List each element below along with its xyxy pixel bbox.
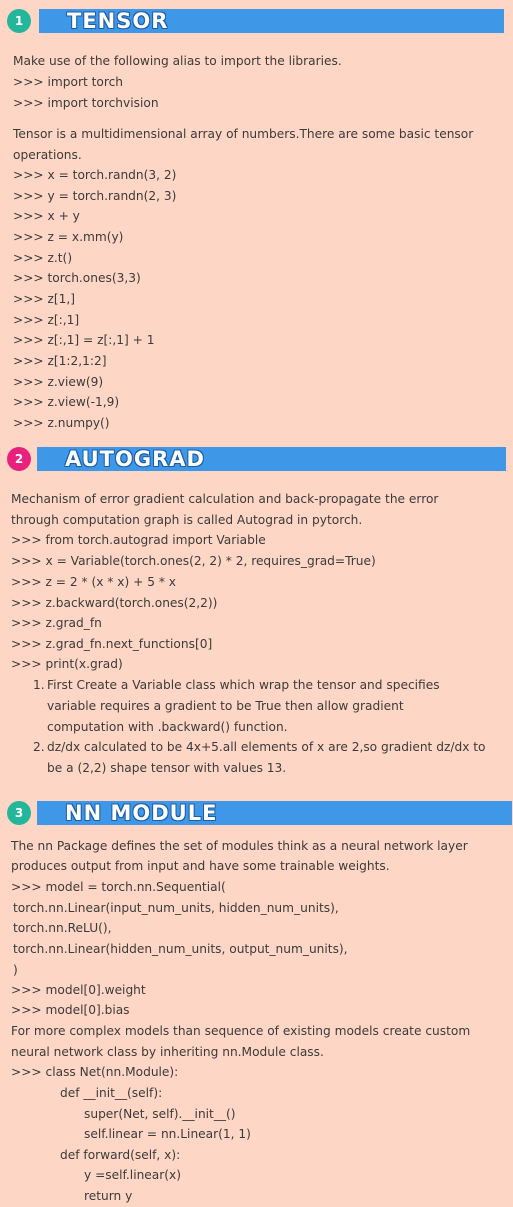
text-line: torch.nn.ReLU(),	[13, 921, 112, 935]
text-line: >>> x = Variable(torch.ones(2, 2) * 2, requires_grad=True)	[11, 554, 376, 568]
text-line: return y	[84, 1189, 133, 1203]
text-line: super(Net, self).__init__()	[84, 1107, 236, 1121]
section-title: AUTOGRAD	[37, 447, 506, 471]
text-line: >>> import torchvision	[13, 96, 159, 110]
text-line: >>> z[:,1]	[13, 313, 80, 327]
text-line: self.linear = nn.Linear(1, 1)	[84, 1127, 251, 1141]
text-line: >>> z = 2 * (x * x) + 5 * x	[11, 575, 177, 589]
list-item-number: 2.	[33, 740, 45, 754]
text-line: >>> z[1:2,1:2]	[13, 354, 107, 368]
text-line: >>> z.numpy()	[13, 416, 110, 430]
text-line: >>> torch.ones(3,3)	[13, 271, 141, 285]
text-line: produces output from input and have some trainable weights.	[11, 859, 390, 873]
text-line: Tensor is a multidimensional array of numbers.There are some basic tensor	[13, 127, 474, 141]
list-item-number: 1.	[33, 678, 45, 692]
text-line: >>> z.grad_fn.next_functions[0]	[11, 637, 213, 651]
section-number-badge: 2	[7, 447, 31, 471]
text-line: For more complex models than sequence of existing models create custom	[11, 1024, 471, 1038]
text-line: >>> print(x.grad)	[11, 657, 123, 671]
text-line: >>> z = x.mm(y)	[13, 230, 124, 244]
text-line: >>> z[:,1] = z[:,1] + 1	[13, 333, 155, 347]
section-header	[0, 447, 513, 473]
text-line: >>> class Net(nn.Module):	[11, 1065, 179, 1079]
section-header	[0, 801, 513, 827]
text-line: Make use of the following alias to import the libraries.	[13, 54, 342, 68]
text-line: >>> z.grad_fn	[11, 616, 102, 630]
text-line: >>> import torch	[13, 75, 124, 89]
text-line: torch.nn.Linear(input_num_units, hidden_num_units),	[13, 901, 339, 915]
section-title: TENSOR	[39, 9, 504, 33]
text-line: >>> from torch.autograd import Variable	[11, 533, 266, 547]
text-line: The nn Package defines the set of modules think as a neural network layer	[11, 839, 468, 853]
text-line: operations.	[13, 148, 82, 162]
text-line: neural network class by inheriting nn.Module class.	[11, 1045, 324, 1059]
text-line: >>> model[0].weight	[11, 983, 146, 997]
text-line: >>> z.view(9)	[13, 375, 104, 389]
text-line: >>> model[0].bias	[11, 1003, 130, 1017]
list-item-text: dz/dx calculated to be 4x+5.all elements of x are 2,so gradient dz/dx to	[47, 740, 486, 754]
section-number-badge: 3	[7, 801, 31, 825]
text-line: >>> model = torch.nn.Sequential(	[11, 880, 226, 894]
list-item-text: be a (2,2) shape tensor with values 13.	[47, 761, 287, 775]
text-line: >>> x + y	[13, 209, 80, 223]
section-number-badge: 1	[7, 9, 31, 33]
text-line: >>> z[1,]	[13, 292, 76, 306]
text-line: >>> x = torch.randn(3, 2)	[13, 168, 177, 182]
text-line: y =self.linear(x)	[84, 1168, 182, 1182]
text-line: through computation graph is called Autograd in pytorch.	[11, 513, 363, 527]
list-item-text: First Create a Variable class which wrap the tensor and specifies	[47, 678, 440, 692]
text-line: >>> z.t()	[13, 251, 73, 265]
section-header	[0, 9, 513, 35]
text-line: Mechanism of error gradient calculation and back-propagate the error	[11, 492, 439, 506]
text-line: )	[13, 963, 18, 977]
text-line: def forward(self, x):	[60, 1148, 181, 1162]
list-item-text: variable requires a gradient to be True then allow gradient	[47, 699, 404, 713]
text-line: >>> z.view(-1,9)	[13, 395, 120, 409]
list-item-text: computation with .backward() function.	[47, 720, 288, 734]
section-title: NN MODULE	[37, 801, 512, 825]
text-line: def __init__(self):	[60, 1086, 163, 1100]
text-line: >>> z.backward(torch.ones(2,2))	[11, 596, 218, 610]
text-line: >>> y = torch.randn(2, 3)	[13, 189, 177, 203]
text-line: torch.nn.Linear(hidden_num_units, output_num_units),	[13, 942, 348, 956]
